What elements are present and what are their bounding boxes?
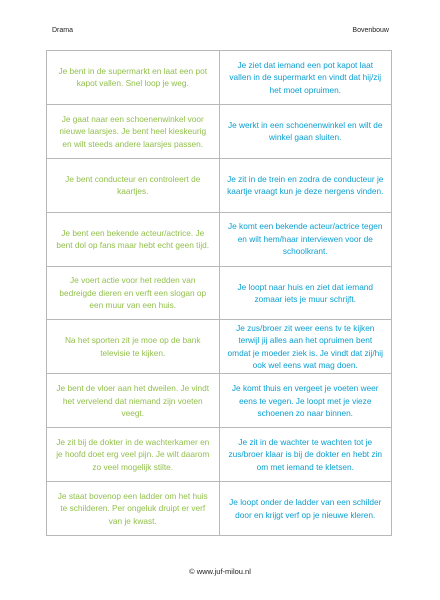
role-card-right: Je loopt naar huis en ziet dat iemand zomaar iets je muur schrijft. xyxy=(219,266,392,320)
card-row xyxy=(47,374,392,428)
role-card-right: Je zus/broer zit weer eens tv te kijken terwijl jij alles aan het opruimen bent omdat je moeder ziek is. Je vindt dat zij/hij ook wel eens wat mag doen. xyxy=(219,320,392,374)
role-card-right: Je zit in de wachter te wachten tot je zus/broer klaar is bij de dokter en hebt zin om met iemand te kletsen. xyxy=(219,428,392,482)
card-row xyxy=(47,428,392,482)
role-card-right: Je komt thuis en vergeet je voeten weer eens te vegen. Je loopt met je vieze schoenen zo naar binnen. xyxy=(219,374,392,428)
card-row xyxy=(47,266,392,320)
role-card-right: Je zit in de trein en zodra de conducteur je kaartje vraagt kun je deze nergens vinden. xyxy=(219,158,392,212)
card-row xyxy=(47,320,392,374)
subject-label: Drama xyxy=(52,27,74,34)
role-card-left: Je bent in de supermarkt en laat een pot kapot vallen. Snel loop je weg. xyxy=(47,51,220,105)
role-card-left: Je bent een bekende acteur/actrice. Je bent dol op fans maar hebt echt geen tijd. xyxy=(47,212,220,266)
role-card-left: Je bent conducteur en controleert de kaartjes. xyxy=(47,158,220,212)
role-card-left: Je zit bij de dokter in de wachterkamer en je hoofd doet erg veel pijn. Je wilt daarom zo veel mogelijk stilte. xyxy=(47,428,220,482)
card-row xyxy=(47,158,392,212)
role-card-left: Je bent de vloer aan het dweilen. Je vindt het vervelend dat niemand zijn voeten veegt. xyxy=(47,374,220,428)
role-card-left: Je gaat naar een schoenenwinkel voor nieuwe laarsjes. Je bent heel kieskeurig en wilt steeds andere laarsjes passen. xyxy=(47,104,220,158)
card-row xyxy=(47,212,392,266)
role-card-right: Je ziet dat iemand een pot kapot laat vallen in de supermarkt en vindt dat hij/zij het moet opruimen. xyxy=(219,51,392,105)
role-card-right: Je werkt in een schoenenwinkel en wilt de winkel gaan sluiten. xyxy=(219,104,392,158)
level-label: Bovenbouw xyxy=(352,27,389,34)
role-card-right: Je komt een bekende acteur/actrice tegen en wilt hem/haar interviewen voor de schoolkrant. xyxy=(219,212,392,266)
copyright-footer: © www.juf-milou.nl xyxy=(189,567,251,576)
role-card-left: Je voert actie voor het redden van bedreigde dieren en verft een slogan op een muur van een huis. xyxy=(47,266,220,320)
role-card-right: Je loopt onder de ladder van een schilder door en krijgt verf op je nieuwe kleren. xyxy=(219,482,392,536)
role-card-left: Je staat bovenop een ladder om het huis te schilderen. Per ongeluk druipt er verf van je kwast. xyxy=(47,482,220,536)
role-card-left: Na het sporten zit je moe op de bank televisie te kijken. xyxy=(47,320,220,374)
card-row xyxy=(47,104,392,158)
card-row xyxy=(47,482,392,536)
card-row xyxy=(47,51,392,105)
role-card-grid xyxy=(46,50,392,536)
